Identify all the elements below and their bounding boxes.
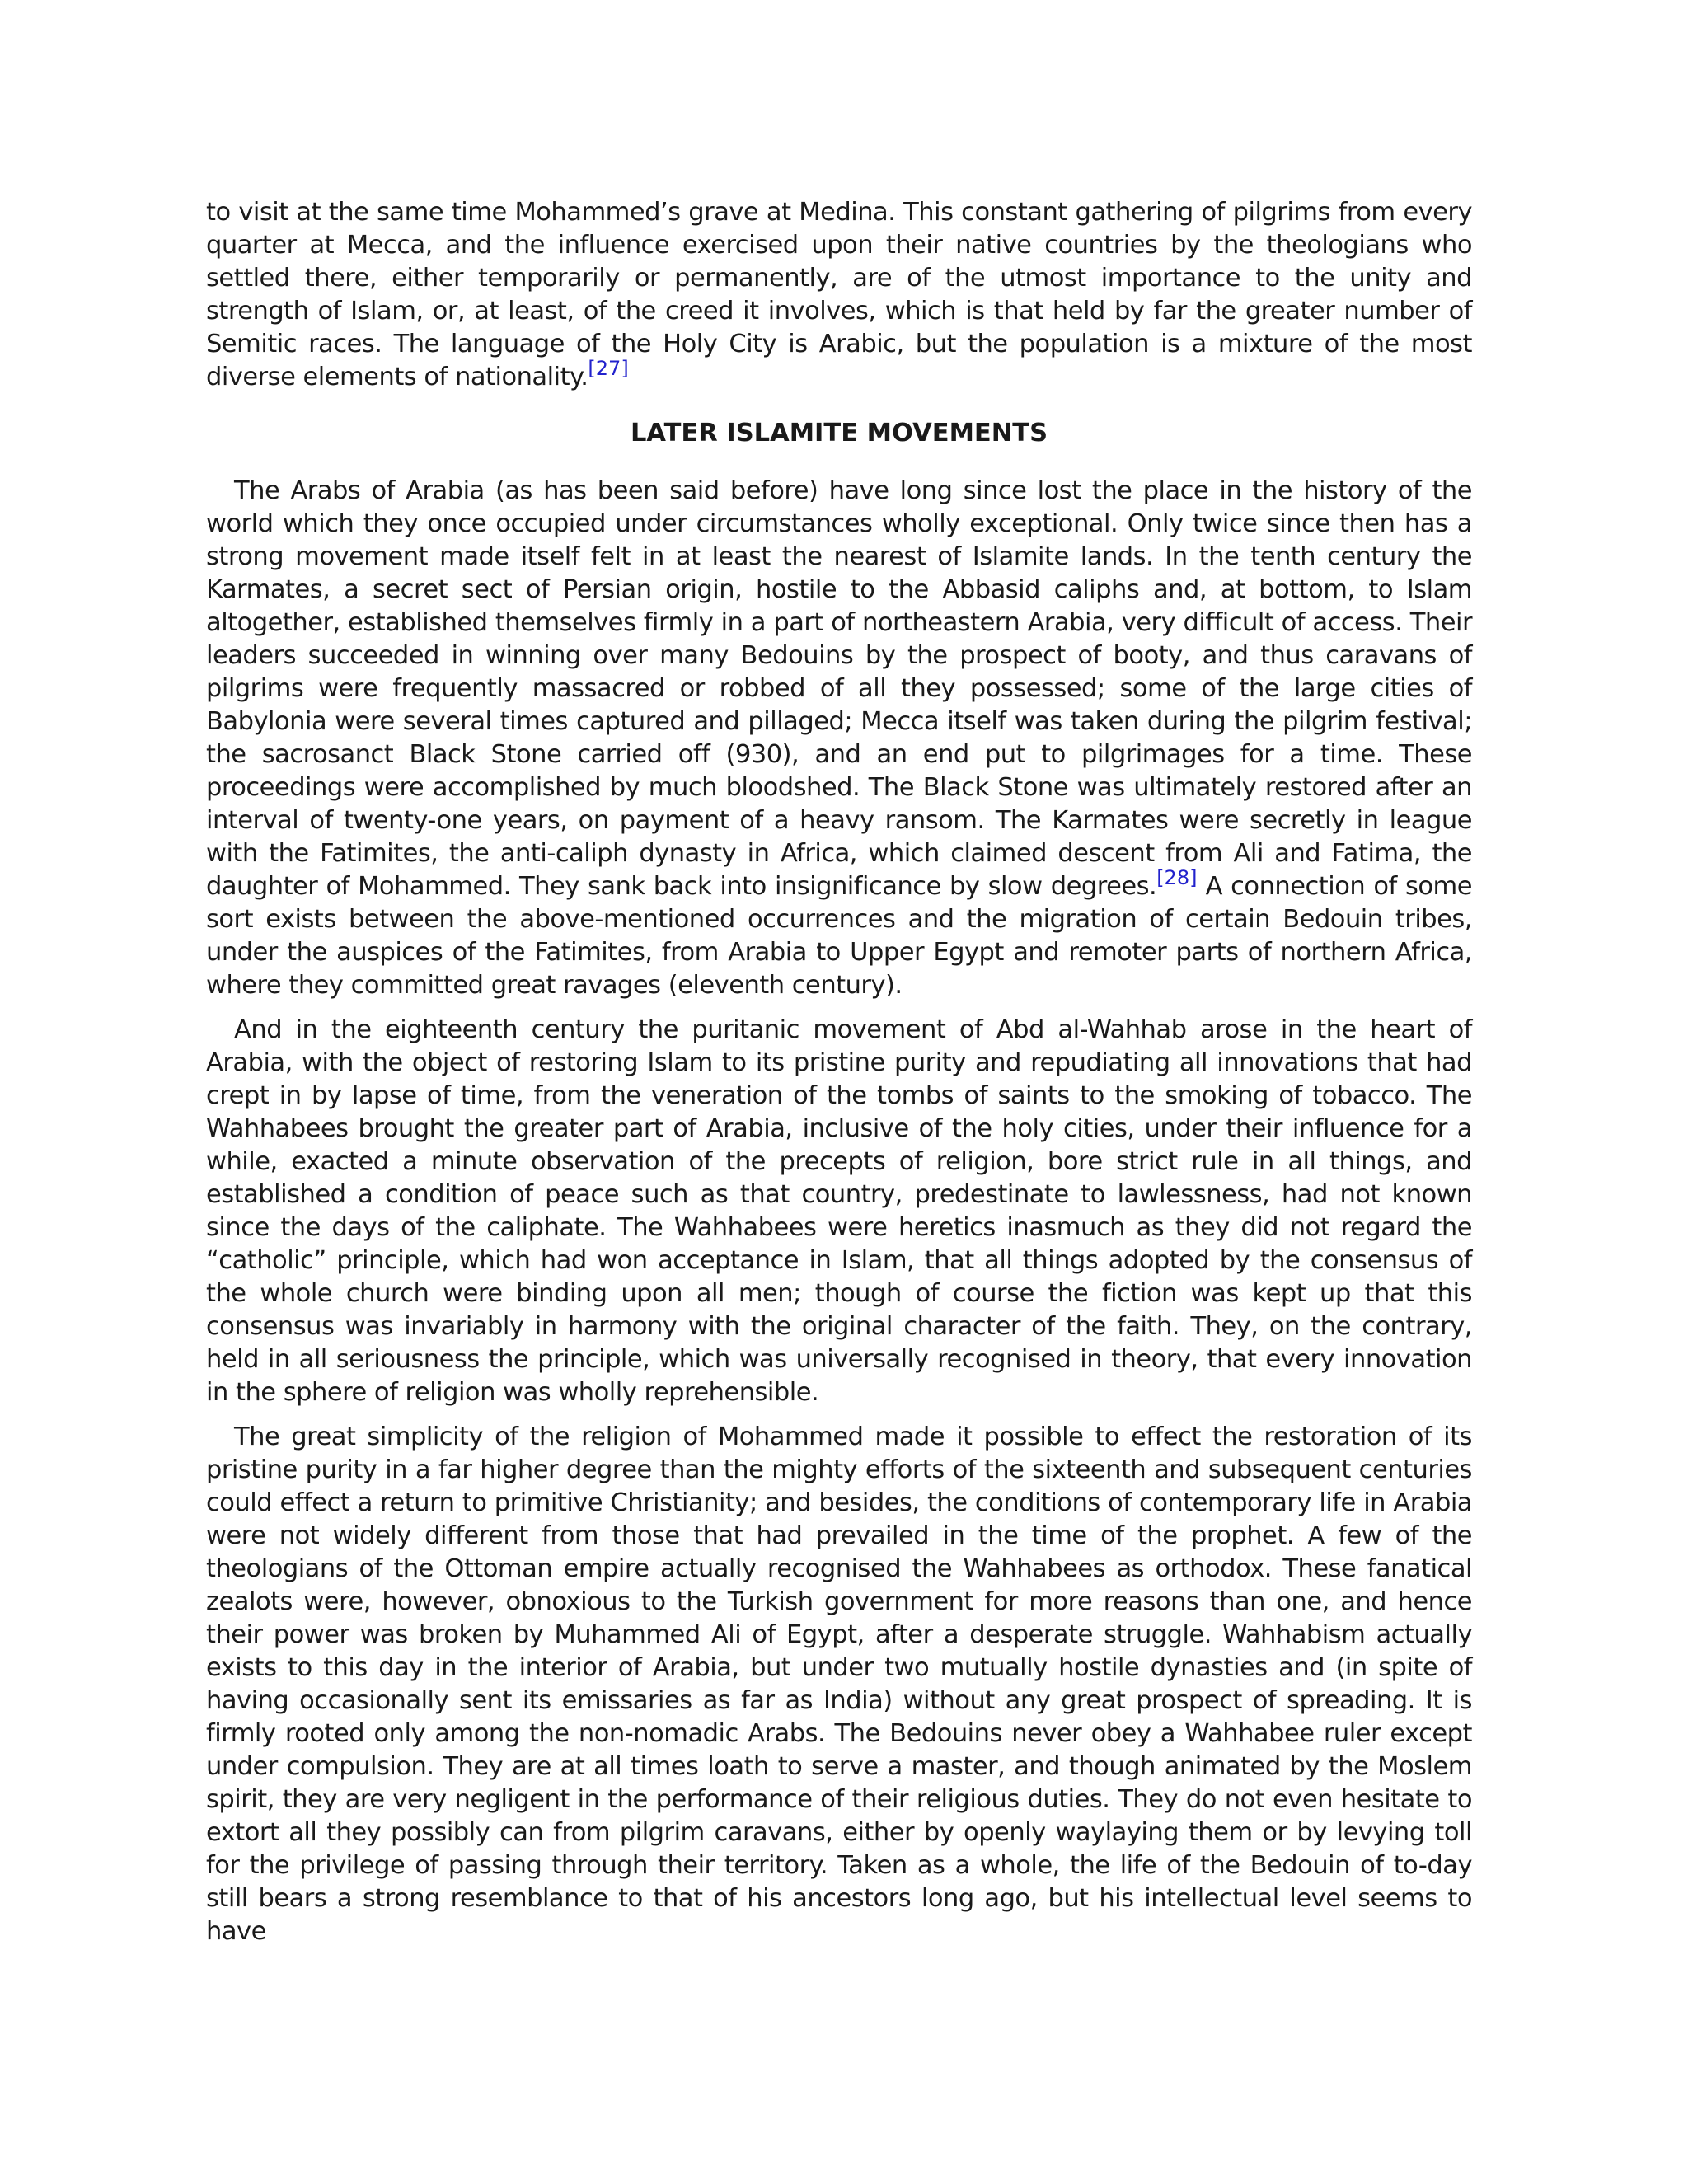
paragraph-simplicity: The great simplicity of the religion of Mohammed made it possible to effect the restoration of its pristine purity in a far higher degree than the mighty efforts of the sixteenth and subsequent centuries could effect a return to primitive Christianity; and besides, the conditions of contemporary life in Arabia were not widely different from those that had prevailed in the time of the prophet. A few of the theologians of the Ottoman empire actually recognised the Wahhabees as orthodox. These fanatical zealots were, however, obnoxious to the Turkish government for more reasons than one, and hence their power was broken by Muhammed Ali of Egypt, after a desperate struggle. Wahhabism actually exists to this day in the interior of Arabia, but under two mutually hostile dynasties and (in spite of having occasionally sent its emissaries as far as India) without any great prospect of spreading. It is firmly rooted only among the non-nomadic Arabs. The Bedouins never obey a Wahhabee ruler except under compulsion. They are at all times loath to serve a master, and though animated by the Moslem spirit, they are very negligent in the performance of their religious duties. They do not even hesitate to extort all they possibly can from pilgrim caravans, either by openly waylaying them or by levying toll for the privilege of passing through their territory. Taken as a whole, the life of the Bedouin of to-day still bears a strong resemblance to that of his ancestors long ago, but his intellectual level seems to have: [206, 1422, 1472, 1946]
section-heading: LATER ISLAMITE MOVEMENTS: [630, 419, 1048, 448]
document-page: [206, 196, 1472, 1948]
paragraph-text: The Arabs of Arabia (as has been said before) have long since lost the place in the history of the world which they once occupied under circumstances wholly exceptional. Only twice since then has a strong movement made itself felt in at least the nearest of Islamite lands. In the tenth century the Karmates, a secret sect of Persian origin, hostile to the Abbasid caliphs and, at bottom, to Islam altogether, established themselves firmly in a part of northeastern Arabia, very difficult of access. Their leaders succeeded in winning over many Bedouins by the prospect of booty, and thus caravans of pilgrims were frequently massacred or robbed of all they possessed; some of the large cities of Babylonia were several times captured and pillaged; Mecca itself was taken during the pilgrim festival; the sacrosanct Black Stone carried off (930), and an end put to pilgrimages for a time. These proceedings were accomplished by much bloodshed. The Black Stone was ultimately restored after an interval of twenty-one years, on payment of a heavy ransom. The Karmates were secretly in league with the Fatimites, the anti-caliph dynasty in Africa, which claimed descent from Ali and Fatima, the daughter of Mohammed. They sank back into insignificance by slow degrees.: [206, 476, 1472, 901]
paragraph-continued: [206, 196, 1472, 394]
paragraph-karmates: [206, 475, 1472, 1002]
footnote-link-27[interactable]: [27]: [588, 357, 629, 380]
footnote-link-28[interactable]: [28]: [1156, 866, 1198, 889]
paragraph-text: to visit at the same time Mohammed’s grave at Medina. This constant gathering of pilgrims from every quarter at Mecca, and the influence exercised upon their native countries by the theologians who settled there, either temporarily or permanently, are of the utmost importance to the unity and strength of Islam, or, at least, of the creed it involves, which is that held by far the greater number of Semitic races. The language of the Holy City is Arabic, but the population is a mixture of the most diverse elements of nationality.: [206, 198, 1472, 391]
paragraph-text: A connection of some sort exists between the above-mentioned occurrences and the migration of certain Bedouin tribes, under the auspices of the Fatimites, from Arabia to Upper Egypt and remoter parts of northern Africa, where they committed great ravages (eleventh century).: [206, 872, 1472, 1000]
paragraph-wahhabees: And in the eighteenth century the puritanic movement of Abd al-Wahhab arose in the heart of Arabia, with the object of restoring Islam to its pristine purity and repudiating all innovations that had crept in by lapse of time, from the veneration of the tombs of saints to the smoking of tobacco. The Wahhabees brought the greater part of Arabia, inclusive of the holy cities, under their influence for a while, exacted a minute observation of the precepts of religion, bore strict rule in all things, and established a condition of peace such as that country, predestinate to lawlessness, had not known since the days of the caliphate. The Wahhabees were heretics inasmuch as they did not regard the “catholic” principle, which had won acceptance in Islam, that all things adopted by the consensus of the whole church were binding upon all men; though of course the fiction was kept up that this consensus was invariably in harmony with the original character of the faith. They, on the contrary, held in all seriousness the principle, which was universally recognised in theory, that every innovation in the sphere of religion was wholly reprehensible.: [206, 1015, 1472, 1407]
